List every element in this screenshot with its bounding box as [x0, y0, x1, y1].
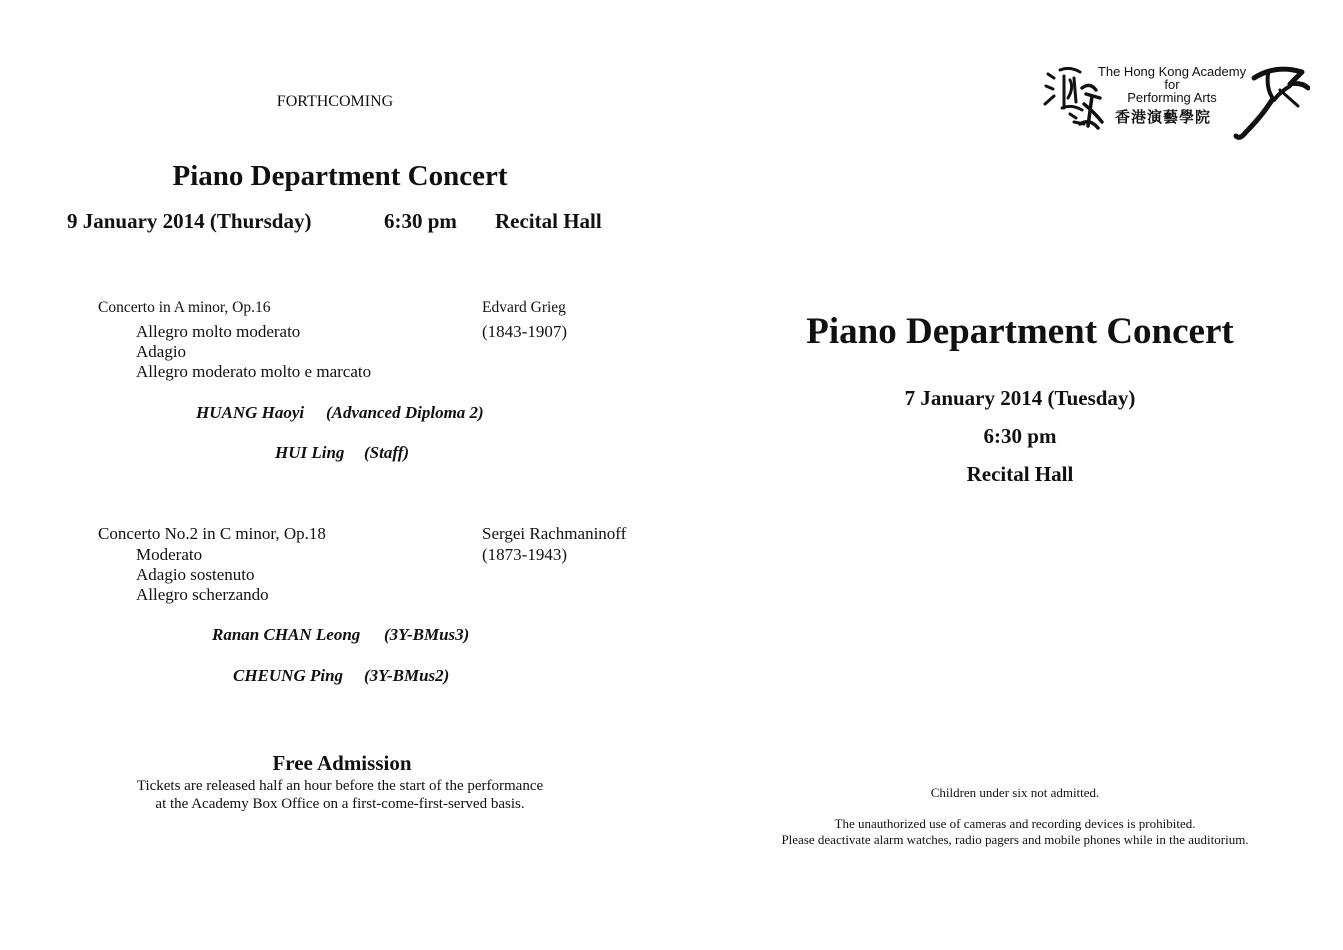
logo-en-line: The Hong Kong Academy	[1097, 64, 1247, 79]
right-concert-venue: Recital Hall	[966, 462, 1074, 486]
performer-role: (3Y-BMus3)	[384, 625, 470, 644]
performer-name: CHEUNG Ping	[233, 666, 344, 685]
ticket-info-line: at the Academy Box Office on a first-come-first-served basis.	[155, 796, 525, 812]
performer-name: Ranan CHAN Leong	[212, 625, 361, 644]
movement-item: Allegro scherzando	[136, 585, 269, 604]
logo-english-text	[1092, 65, 1252, 104]
children-note: Children under six not admitted.	[930, 785, 1100, 800]
movement-item: Adagio	[136, 342, 187, 361]
right-concert-date: 7 January 2014 (Tuesday)	[904, 386, 1136, 410]
left-concert-time: 6:30 pm	[384, 209, 457, 233]
right-concert-title: Piano Department Concert	[806, 311, 1234, 352]
performer-name: HUANG Haoyi	[196, 403, 305, 422]
free-admission-heading: Free Admission	[272, 751, 412, 775]
work-1-movements	[136, 322, 371, 382]
movement-item: Allegro molto moderato	[136, 322, 301, 341]
movement-item: Moderato	[136, 545, 203, 564]
left-concert-title: Piano Department Concert	[172, 160, 508, 192]
movement-item: Allegro moderato molto e marcato	[136, 362, 372, 381]
logo-en-line: Performing Arts	[1127, 90, 1217, 105]
right-concert-time: 6:30 pm	[983, 424, 1057, 448]
forthcoming-label: FORTHCOMING	[276, 93, 394, 110]
logo-chinese-text: 香港演藝學院	[1114, 108, 1211, 126]
camera-note-line: Please deactivate alarm watches, radio pagers and mobile phones while in the auditorium.	[781, 832, 1249, 847]
ticket-info	[60, 777, 620, 813]
performer-name: HUI Ling	[275, 443, 345, 462]
work-2-movements	[136, 545, 269, 605]
ticket-info-line: Tickets are released half an hour before the start of the performance	[136, 778, 544, 794]
work-1-composer-dates: (1843-1907)	[482, 322, 567, 341]
work-1-composer: Edvard Grieg	[482, 299, 566, 316]
left-concert-venue: Recital Hall	[495, 209, 602, 233]
work-2-title: Concerto No.2 in C minor, Op.18	[98, 524, 326, 543]
left-concert-date: 9 January 2014 (Thursday)	[67, 209, 312, 233]
work-1-title: Concerto in A minor, Op.16	[98, 299, 271, 316]
camera-note	[740, 816, 1290, 848]
performer-role: (Staff)	[364, 443, 410, 462]
work-2-composer-dates: (1873-1943)	[482, 545, 567, 564]
movement-item: Adagio sostenuto	[136, 565, 255, 584]
logo-en-line: for	[1164, 77, 1180, 92]
performer-role: (3Y-BMus2)	[364, 666, 450, 685]
camera-note-line: The unauthorized use of cameras and recording devices is prohibited.	[834, 816, 1196, 831]
performer-role: (Advanced Diploma 2)	[326, 403, 484, 422]
work-2-composer: Sergei Rachmaninoff	[482, 524, 627, 543]
